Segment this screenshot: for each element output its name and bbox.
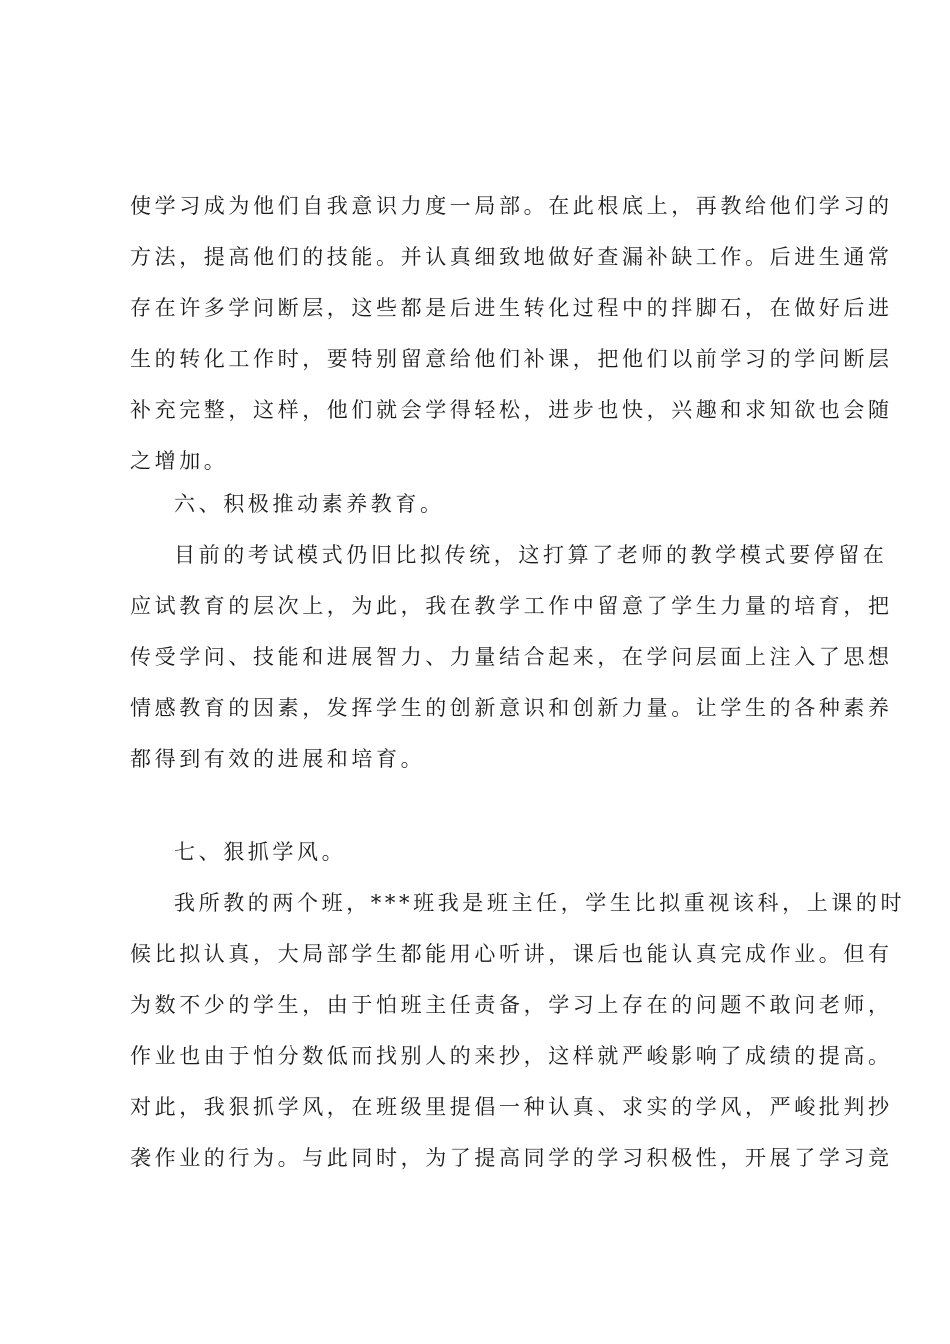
section-heading: 六、积极推动素养教育。 [174, 492, 445, 516]
paragraph-line: 我所教的两个班，***班我是班主任，学生比拟重视该科，上课的时 [174, 891, 906, 915]
paragraph-line: 对此，我狠抓学风，在班级里提倡一种认真、求实的学风，严峻批判抄 [130, 1095, 893, 1119]
paragraph-line: 存在许多学问断层，这些都是后进生转化过程中的拌脚石，在做好后进 [130, 296, 893, 320]
section-heading: 七、狠抓学风。 [174, 840, 347, 864]
paragraph-line: 都得到有效的进展和培育。 [130, 747, 426, 771]
paragraph-line: 之增加。 [130, 449, 229, 473]
paragraph-line: 袭作业的行为。与此同时，为了提高同学的学习积极性，开展了学习竞 [130, 1146, 893, 1170]
paragraph-line: 补充完整，这样，他们就会学得轻松，进步也快，兴趣和求知欲也会随 [130, 398, 893, 422]
paragraph-line: 使学习成为他们自我意识力度一局部。在此根底上，再教给他们学习的 [130, 194, 893, 218]
paragraph-line: 为数不少的学生，由于怕班主任责备，学习上存在的问题不敢问老师， [130, 993, 893, 1017]
paragraph-line: 传受学问、技能和进展智力、力量结合起来，在学问层面上注入了思想 [130, 645, 893, 669]
paragraph-line: 候比拟认真，大局部学生都能用心听讲，课后也能认真完成作业。但有 [130, 942, 893, 966]
paragraph-line: 目前的考试模式仍旧比拟传统，这打算了老师的教学模式要停留在 [174, 543, 888, 567]
paragraph-line: 方法，提高他们的技能。并认真细致地做好查漏补缺工作。后进生通常 [130, 245, 893, 269]
paragraph-line: 作业也由于怕分数低而找别人的来抄，这样就严峻影响了成绩的提高。 [130, 1044, 893, 1068]
paragraph-line: 情感教育的因素，发挥学生的创新意识和创新力量。让学生的各种素养 [130, 696, 893, 720]
paragraph-line: 生的转化工作时，要特别留意给他们补课，把他们以前学习的学问断层 [130, 347, 893, 371]
paragraph-line: 应试教育的层次上，为此，我在教学工作中留意了学生力量的培育，把 [130, 594, 893, 618]
